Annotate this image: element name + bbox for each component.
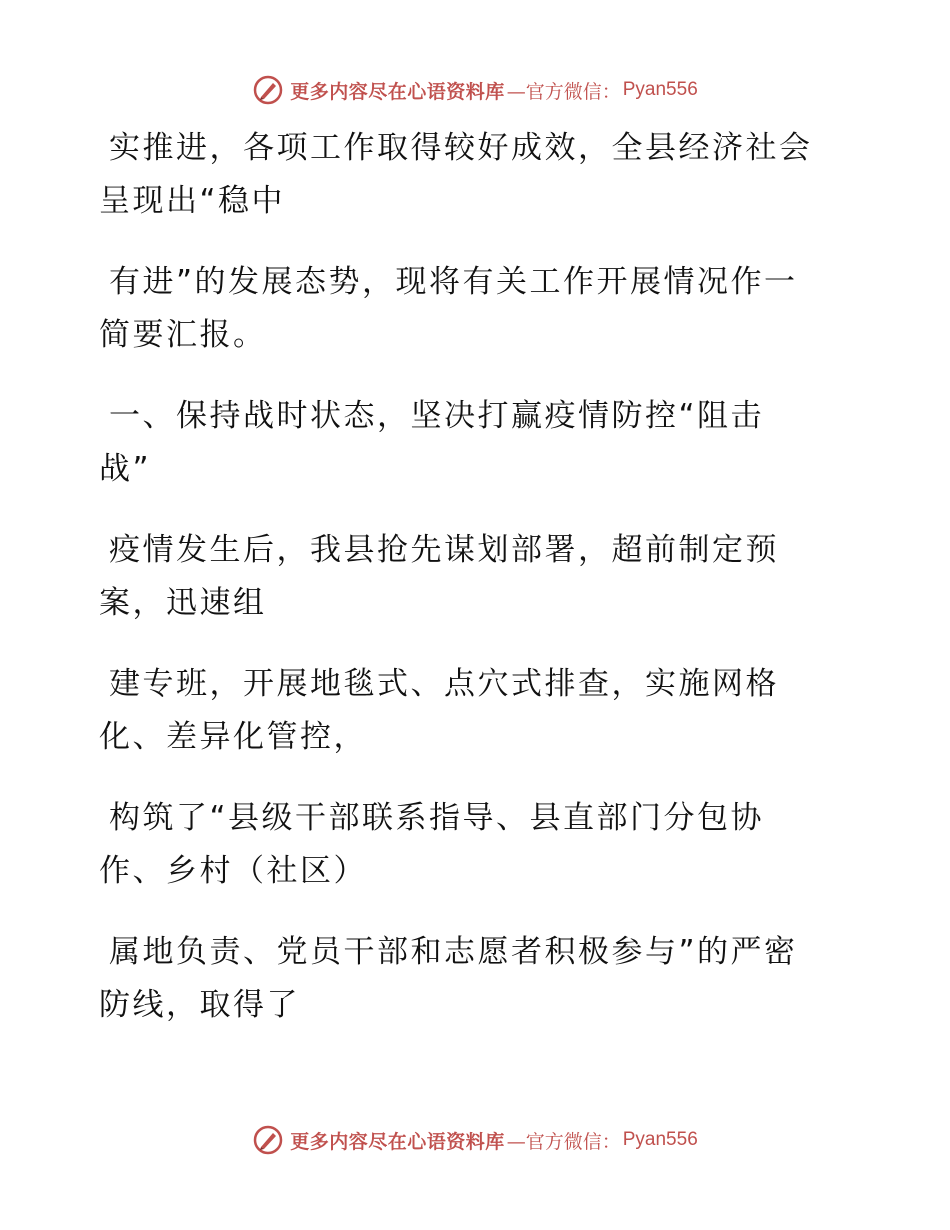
paragraph-line: 一、保持战时状态，坚决打赢疫情防控“阻击 bbox=[109, 398, 765, 434]
paragraph-line: 防线，取得了 bbox=[99, 987, 300, 1023]
paragraph-line: 化、差异化管控， bbox=[99, 719, 367, 755]
paragraph bbox=[99, 926, 839, 1032]
paragraph-line: 战” bbox=[99, 451, 152, 487]
header-wechat-id: Pyan556 bbox=[622, 79, 698, 100]
footer-brand-text: 更多内容尽在心语资料库 bbox=[290, 1130, 505, 1153]
paragraph-line: 实推进，各项工作取得较好成效，全县经济社会 bbox=[109, 130, 813, 166]
paragraph-line: 呈现出“稳中 bbox=[99, 183, 286, 219]
paragraph bbox=[99, 658, 839, 764]
paragraph bbox=[99, 524, 839, 630]
paragraph-line: 案，迅速组 bbox=[99, 585, 267, 621]
paragraph-line: 构筑了“县级干部联系指导、县直部门分包协 bbox=[109, 800, 765, 836]
paragraph-line: 疫情发生后，我县抢先谋划部署，超前制定预 bbox=[109, 532, 779, 568]
paragraph-line: 属地负责、党员干部和志愿者积极参与”的严密 bbox=[109, 934, 798, 970]
paragraph-line: 简要汇报。 bbox=[99, 317, 267, 353]
paragraph-line: 作、乡村（社区） bbox=[99, 853, 367, 889]
section-heading bbox=[99, 390, 839, 496]
pen-circle-logo-icon bbox=[252, 74, 284, 106]
header-official-text: —官方微信： bbox=[506, 80, 621, 103]
footer-banner bbox=[0, 1120, 950, 1160]
paragraph bbox=[99, 122, 839, 228]
paragraph-line: 有进”的发展态势，现将有关工作开展情况作一 bbox=[109, 264, 798, 300]
header-banner bbox=[0, 70, 950, 110]
header-brand-text: 更多内容尽在心语资料库 bbox=[290, 80, 505, 103]
paragraph bbox=[99, 256, 839, 362]
footer-wechat-id: Pyan556 bbox=[622, 1129, 698, 1150]
footer-official-text: —官方微信： bbox=[506, 1130, 621, 1153]
document-body bbox=[99, 122, 839, 1060]
paragraph bbox=[99, 792, 839, 898]
pen-circle-logo-icon bbox=[252, 1124, 284, 1156]
paragraph-line: 建专班，开展地毯式、点穴式排查，实施网格 bbox=[109, 666, 779, 702]
